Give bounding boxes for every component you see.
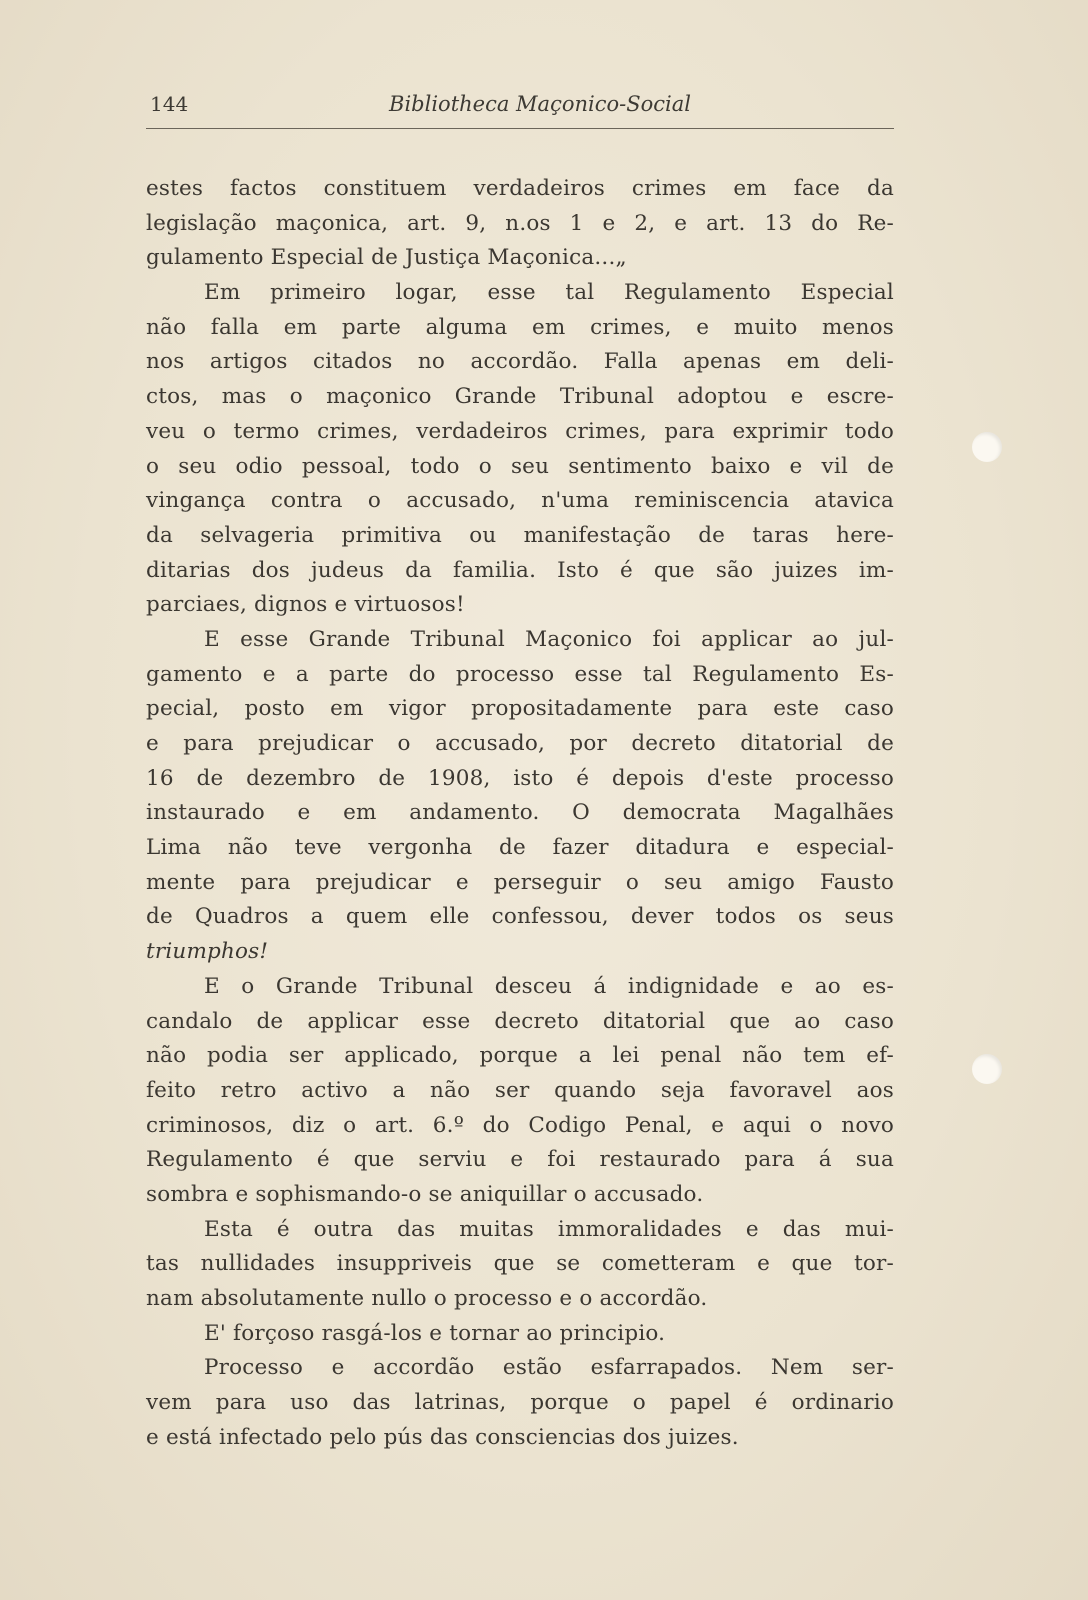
text-line: Processo e accordão estão esfarrapados. Nem ser- — [204, 1355, 894, 1381]
text-line: E' forçoso rasgá-los e tornar ao principio. — [204, 1320, 666, 1346]
text-line: vem para uso das latrinas, porque o papel é ordinario — [146, 1390, 894, 1416]
text-line: nos artigos citados no accordão. Falla apenas em deli- — [146, 349, 894, 375]
header-rule — [146, 128, 894, 129]
text-line: e está infectado pelo pús das consciencias dos juizes. — [146, 1424, 739, 1450]
text-line: vingança contra o accusado, n'uma reminiscencia atavica — [146, 488, 894, 514]
text-line: E esse Grande Tribunal Maçonico foi applicar ao jul- — [204, 626, 894, 652]
text-line: Esta é outra das muitas immoralidades e das mui- — [204, 1216, 894, 1242]
text-line: Em primeiro logar, esse tal Regulamento Especial — [204, 280, 894, 306]
text-line: E o Grande Tribunal desceu á indignidade e ao es- — [204, 973, 894, 999]
text-line: veu o termo crimes, verdadeiros crimes, para exprimir todo — [146, 418, 894, 444]
body-text — [146, 172, 894, 1455]
text-line: gulamento Especial de Justiça Maçonica...„ — [146, 245, 627, 271]
text-line: e para prejudicar o accusado, por decreto ditatorial de — [146, 731, 894, 756]
text-line: triumphos! — [146, 939, 269, 965]
text-line: da selvageria primitiva ou manifestação de taras here- — [146, 522, 894, 548]
text-line: ctos, mas o maçonico Grande Tribunal adoptou e escre- — [146, 384, 894, 410]
text-line: sombra e sophismando-o se aniquillar o accusado. — [146, 1181, 704, 1207]
text-line: instaurado e em andamento. O democrata Magalhães — [146, 800, 894, 826]
running-title: Bibliotheca Maçonico-Social — [389, 92, 691, 116]
text-line: candalo de applicar esse decreto ditatorial que ao caso — [146, 1008, 894, 1034]
page-number: 144 — [150, 92, 189, 116]
text-line: 16 de dezembro de 1908, isto é depois d'este processo — [146, 765, 894, 791]
text-line: não podia ser applicado, porque a lei penal não tem ef- — [146, 1043, 894, 1069]
binding-hole — [972, 432, 1002, 462]
text-line: criminosos, diz o art. 6.º do Codigo Penal, e aqui o novo — [146, 1112, 894, 1138]
text-line: mente para prejudicar e perseguir o seu amigo Fausto — [146, 869, 894, 895]
text-line: parciaes, dignos e virtuosos! — [146, 592, 465, 618]
text-line: Regulamento é que serviu e foi restaurado para á sua — [146, 1147, 894, 1173]
text-line: pecial, posto em vigor propositadamente para este caso — [146, 696, 894, 722]
text-line: feito retro activo a não ser quando seja favoravel aos — [146, 1077, 894, 1103]
text-line: nam absolutamente nullo o processo e o accordão. — [146, 1286, 708, 1311]
text-line: o seu odio pessoal, todo o seu sentimento baixo e vil de — [146, 453, 894, 479]
page-header — [146, 92, 894, 132]
text-line: gamento e a parte do processo esse tal Regulamento Es- — [146, 661, 894, 687]
text-line: não falla em parte alguma em crimes, e muito menos — [146, 314, 894, 340]
binding-hole — [972, 1054, 1002, 1084]
text-line: de Quadros a quem elle confessou, dever todos os seus — [146, 904, 894, 930]
text-line: Lima não teve vergonha de fazer ditadura e especial- — [146, 835, 894, 861]
text-line: ditarias dos judeus da familia. Isto é que são juizes im- — [146, 557, 894, 583]
text-line: estes factos constituem verdadeiros crimes em face da — [146, 176, 894, 201]
text-line: tas nullidades insuppriveis que se cometteram e que tor- — [146, 1251, 894, 1277]
text-line: legislação maçonica, art. 9, n.os 1 e 2, e art. 13 do Re- — [146, 210, 894, 236]
